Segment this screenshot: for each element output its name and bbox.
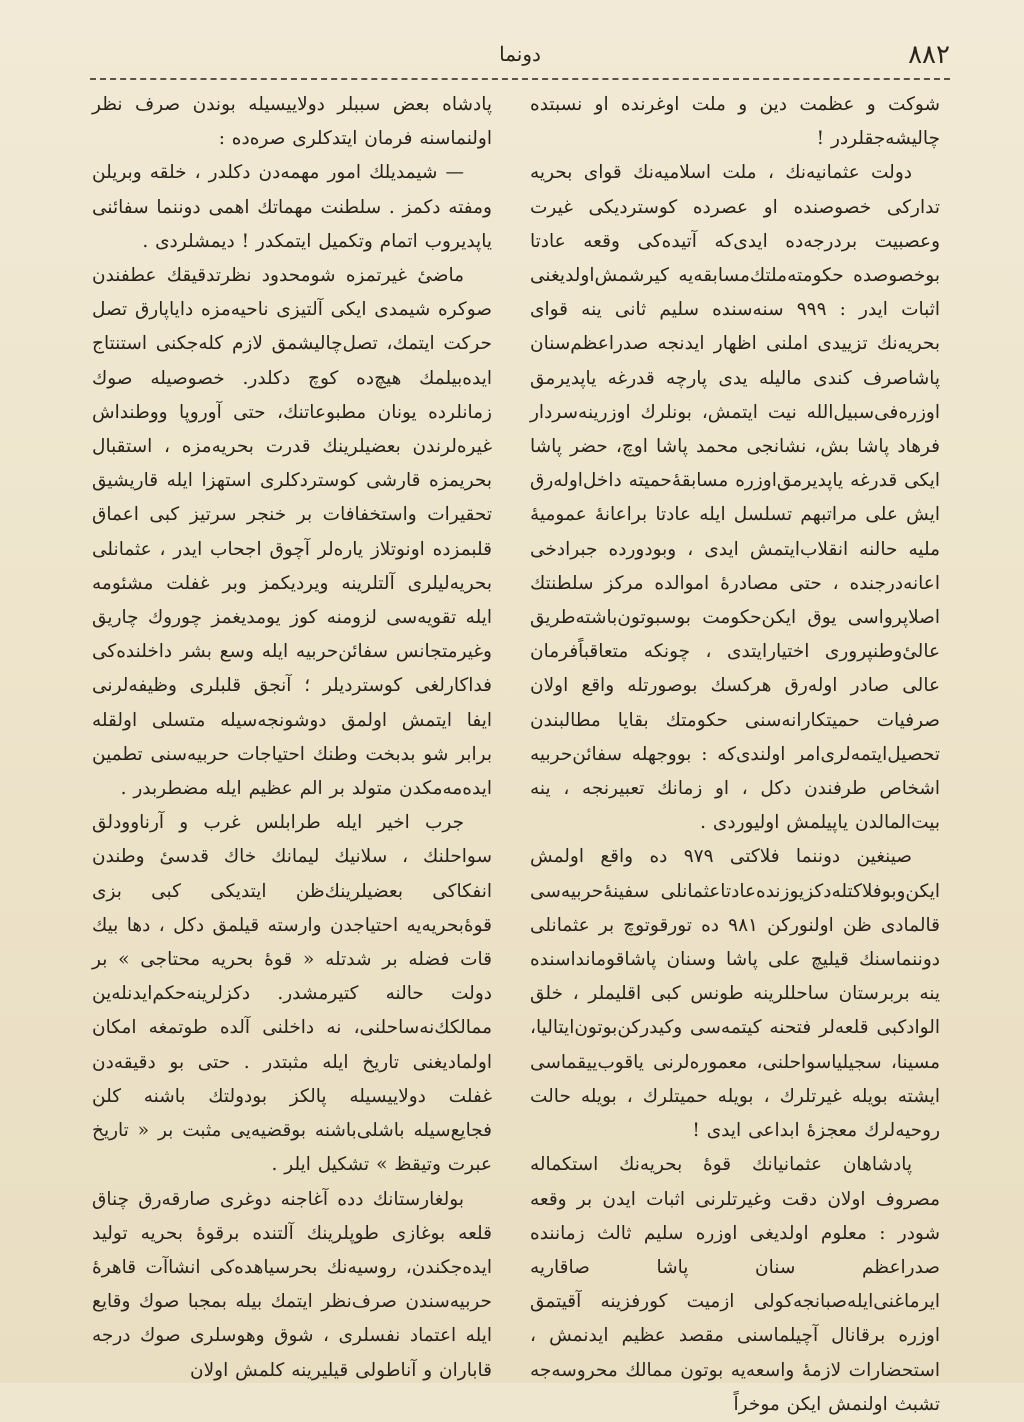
paragraph: ماضیٔ غیرتمزه شومحدود نظرتدقیقك عطفندن صوکره شیمدی ایکی آلتیزی ناحیه‌مزه دایاپارق تصل حرکت ایتمك، تصل‌چالیشمق لازم کله‌جکنی استنتاج ایده‌بیلمك هیچ‌ده کوچ دکلدر. خصوصیله صوك زمانلرده یونان مطبوعاتنك، حتی آوروپا ووطنداش غیره‌لرندن بعضیلرینك قدرت بحریه‌مزه ، استقبال بحریمزه قارشی کوستردکلری استهزا ایله قاریشیق تحقیرات واستخفافات بر خنجر سرتیز کبی اعماق قلبمزده اونوتلاز یاره‌لر آچوق اجحاب ایدر ، عثمانلی بحریه‌لیلری آلتلرینه ویردیکمز وبر غفلت مشئومه ایله تقویه‌سی لزومنه کوز یومدیغمز چوروك چاریق وغیرمتجانس سفائن‌حربیه ایله وسع بشر داخلنده‌کی فداکارلغی کوستردیلر ؛ آنجق قلبلری وظیفه‌لرنی ایفا ایتمش اولمق دوشونجه‌سیله متسلی اولقله برابر شو بدبخت وطنك احتیاجات حربیه‌سنی تطمین ایده‌مه‌مکدن متولد بر الم عظیم ایله مضطربدر .	[92, 265, 492, 800]
paragraph: شوکت و عظمت دین و ملت اوغرنده او نسبتده چالیشه‌جقلردر !	[530, 94, 940, 150]
header-divider	[90, 78, 950, 80]
paragraph: جرب اخیر ایله طرابلس غرب و آرناوودلق سواحلنك ، سلانیك لیمانك خاك قدسیٔ وطندن انفکاکی بعضیلرینك‌ظن ایتدیکی کبی بزی قوهٔ‌بحریه‌یه احتیاجدن وارسته قیلمق دکل ، دها بیك قات فضله بر شدتله « قوهٔ بحریه محتاجی » بر دولت حالنه کتیرمشدر. دکزلرینه‌حکم‌ایدنله‌ین ممالکك‌نه‌ساحلنی، نه داخلنی آلده طوتمغه امکان اولمادیغنی تاریخ ایله مثبتدر . حتی بو دقیقه‌دن غفلت دولاییسیله پالکز بودولتك باشنه کلن فجایع‌سیله باشلی‌باشنه بوقضیه‌یی مثبت بر « تاریخ عبرت وتیقظ » تشکیل ایلر .	[92, 812, 492, 1176]
paragraph: — شیمدیلك امور مهمه‌دن دکلدر ، خلقه وبریلن ومفته دکمز . سلطنت مهماتك اهمی دوننما سفائنی یاپدیروب اتمام وتکمیل ایتمکدر ! دیمشلردی .	[92, 162, 492, 252]
paragraph: بولغارستانك دده آغاجنه دوغری صارقه‌رق چناق قلعه بوغازی طوپلرینك آلتنده برقوهٔ بحریه تولید ایده‌جکندن، روسیه‌نك بحرسیاهده‌کی انشاآت قاهرهٔ حربیه‌سندن صرف‌نظر ایتمك بیله بمجبا صوك وقایع ایله اعتماد نفسلری ، شوق وهوسلری صوك درجه قاباران و آناطولی قیلیرینه کلمش اولان	[92, 1188, 492, 1381]
running-title: دونما	[499, 42, 541, 66]
paragraph: پادشاه بعض سببلر دولاییسیله بوندن صرف نظر اولنماسنه فرمان ایتدکلری صره‌ده :	[92, 94, 492, 150]
paragraph: پادشاهان عثمانیانك قوهٔ بحریه‌نك استکماله مصروف اولان دقت وغیرتلرنی اثبات ایدن بر وقعه شودر : معلوم اولدیغی اوزره سلیم ثالث زماننده صدراعظم سنان پاشا صاقاریه ایرماغنی‌ایله‌صبانجه‌کولی ازمیت کورفزینه آقیتمق اوزره برقانال آچیلماسنی مقصد عظیم ایدنمش ، استحضارات لازمهٔ واسعه‌یه بوتون ممالك محروسه‌جه تشبث اولنمش ایکن موخراً	[530, 1154, 940, 1415]
page-header	[90, 40, 950, 74]
page-number: ۸۸۲	[908, 40, 950, 70]
left-column	[92, 88, 492, 1388]
right-column	[530, 88, 940, 1422]
paragraph: صینغین دوننما فلاکتی ۹۷۹ ده واقع اولمش ایکن‌وبوفلاکتله‌دکزیوزنده‌عادتاعثمانلی سفینهٔ‌حربیه‌سی قالمادی ظن اولنورکن ۹۸۱ ده تورقوتوچ بر عثمانلی دوننماسنك قیلیچ علی پاشا وسنان پاشاقوماندا‌سنده ینه بربرستان ساحللرینه طونس کبی اقلیملر ، خلق الوادکبی قلعه‌لر فتحنه کیتمه‌سی وکیدرکن‌بوتون‌ایتالیا، مسینا، سجیلیاسواحلنی، معموره‌لرنی یاقوب‌ییقماسی ایشته بویله غیرتلرك ، بویله حمیتلرك ، بویله حالت روحیه‌لرك معجزهٔ ابداعی ایدی !	[530, 846, 940, 1142]
paragraph: دولت عثمانیه‌نك ، ملت اسلامیه‌نك قوای بحریه تدارکی خصوصنده او عصرده کوستردیکی غیرت وعصبیت بردرجه‌ده ایدی‌که آتیده‌کی وقعه عادتا بوخصوصده حکومته‌ملتك‌مسابقه‌یه کیرشمش‌اولدیغنی اثبات ایدر : ۹۹۹ سنه‌سنده سلیم ثانی ینه قوای بحریه‌نك تزییدی املنی اظهار ایدنجه صدراعظم‌سنان پاشاصرف کندی مالیله یدی پارچه قدرغه یاپدیرمق اوزره‌فی‌سبیل‌الله نیت ایتمش، بونلرك اوزرینه‌سردار فرهاد پاشا بش، نشانجی محمد پاشا اوچ، حضر پاشا ایکی قدرغه یاپدیرمق‌اوزره مسابقهٔ‌حمیته داخل‌اوله‌رق ایش علی مراتبهم تسلسل ایله عادتا براعانهٔ عمومیهٔ ملیه حالنه انقلاب‌ایتمش ایدی ، وبودورده جبرادخی اعانه‌درجنده ، حتی مصادرهٔ اموالده مرکز سلطنتك اصلاپروا‌سی یوق ایکن‌حکومت بوسبوتون‌باشته‌طریق عالیٔ‌وطنپروری اختیارایتدی ، چونکه متعاقباً‌فرمان عالی صادر اوله‌رق هرکسك بوصورتله واقع اولان صرفیات حمیتکارانه‌سنی حکومتك بقایا مطالبندن تحصیل‌ایتمه‌لری‌امر اولندی‌که : بووجهله سفائن‌حربیه اشخاص طرفندن دکل ، او زمانك تعبیرنجه ، ینه بیت‌المالدن یاپیلمش اولیوردی .	[530, 162, 941, 834]
